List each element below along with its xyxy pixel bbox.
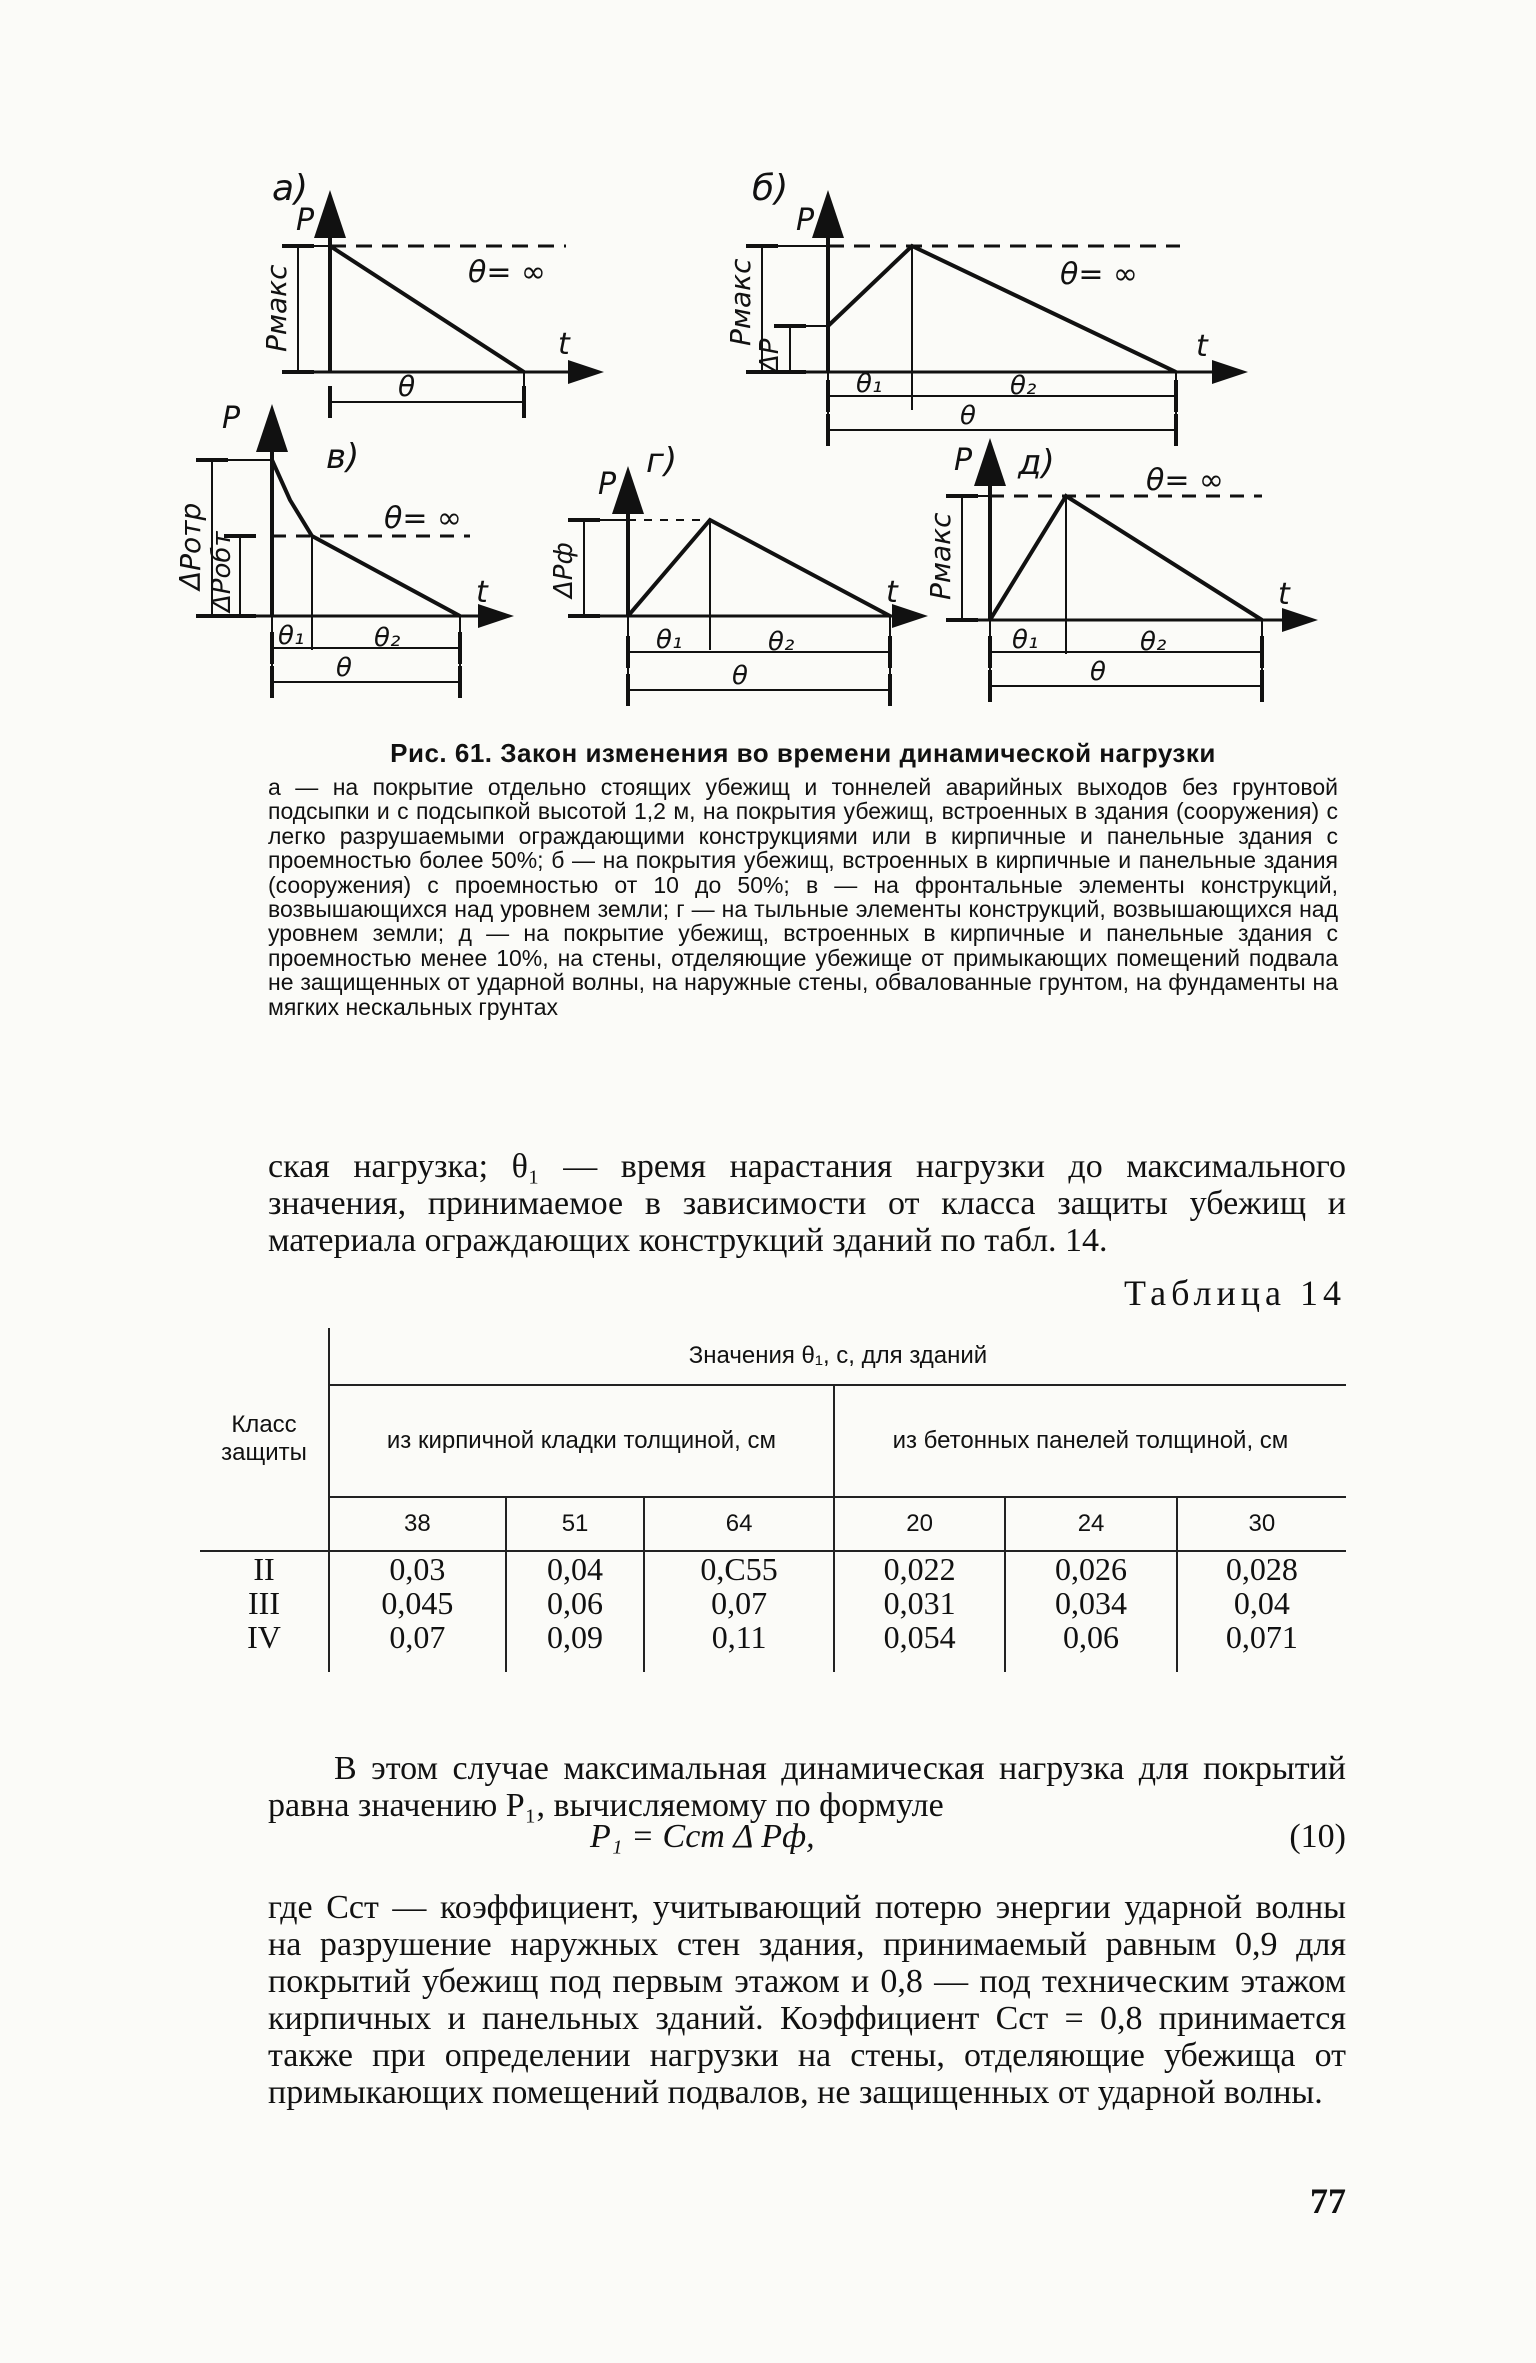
paragraph-3: где Cст — коэффициент, учитывающий потерю энергии ударной волны на разрушение наружных стен здания, принимаемый равным 0,9 для покрытий убежищ под первым этажом и 0,8 — под техническим этажом кирпичных и панельных зданий. Коэффициент Cст = 0,8 принимается также при определении нагрузки на стены, отделяющие убежища от примыкающих помещений подвалов, не защищенных от ударной волны. (268, 1889, 1346, 2111)
paragraph-1: ская нагрузка; θ₁ — время нарастания нагрузки до максимального значения, принимаемое в зависимости от класса защиты убежищ и материала ограждающих конструкций зданий по табл. 14. (268, 1148, 1346, 1259)
pmax-label: Pмакс (924, 512, 957, 600)
dp-label: ΔP (755, 338, 785, 372)
t-label: t (476, 575, 488, 610)
panel-d (924, 443, 1300, 696)
t-label: t (886, 575, 898, 610)
theta-label: θ (1090, 657, 1106, 687)
thickness-64: 64 (644, 1497, 834, 1551)
t-label: t (1196, 329, 1208, 364)
formula-10: P₁ = Cст Δ Pф, (590, 1818, 815, 1855)
figure-caption (268, 738, 1338, 1019)
table-top-header: Значения θ₁, с, для зданий (329, 1328, 1346, 1385)
p-axis-label: P (222, 401, 241, 436)
theta1-label: θ₁ (856, 369, 883, 399)
load-curve (990, 496, 1262, 620)
thickness-30: 30 (1177, 1497, 1346, 1551)
load-curve (628, 520, 890, 616)
theta-label: θ (732, 661, 748, 691)
table-col-64: 0,С55 0,07 0,11 (644, 1551, 834, 1672)
p-axis-label: P (296, 203, 315, 238)
p-axis-label: P (796, 203, 815, 238)
panel-b-label: б) (752, 168, 789, 209)
theta-label: θ (336, 653, 352, 683)
potr-label: ΔPотр (174, 502, 207, 590)
thickness-38: 38 (329, 1497, 506, 1551)
table-col-38: 0,03 0,045 0,07 (329, 1551, 506, 1672)
table-label: Таблица 14 (1124, 1273, 1346, 1313)
class-list: II III IV (200, 1551, 329, 1672)
p-axis-label: P (598, 467, 617, 502)
panel-g (549, 441, 910, 698)
t-label: t (558, 327, 570, 362)
table-14 (200, 1328, 1346, 1672)
p-axis-label: P (954, 443, 973, 478)
panel-g-label: г) (646, 441, 678, 481)
theta-inf-label: θ= ∞ (1060, 257, 1139, 292)
caption-body: а — на покрытие отдельно стоящих убежищ и тоннелей аварийных выходов без грунтовой подсыпки и с подсыпкой высотой 1,2 м, на покрытия убежищ, встроенных в здания (сооружения) с легко разрушаемыми ограждающими конструкциями или в кирпичные и панельные здания с проемностью более 50%; б — на покрытия убежищ, встроенных в кирпичные и панельные здания (сооружения) с проемностью от 10 до 50%; в — на фронтальные элементы конструкций, возвышающихся над уровнем земли; г — на тыльные элементы конструкций, возвышающихся над уровнем земли; д — на покрытие убежищ, встроенных в кирпичные и панельные здания с проемностью менее 10%, на стены, отделяющие убежище от примыкающих помещений подвала не защищенных от ударной волны, на наружные стены, обвалованные грунтом, на фундаменты на мягких нескальных грунтах (268, 774, 1338, 1020)
pf-label: ΔPф (549, 542, 579, 598)
thickness-51: 51 (506, 1497, 645, 1551)
table-col-24: 0,026 0,034 0,06 (1005, 1551, 1176, 1672)
theta-inf-label: θ= ∞ (384, 501, 463, 536)
page-number: 77 (1310, 2181, 1346, 2221)
figure-61 (0, 0, 1536, 720)
thickness-20: 20 (834, 1497, 1005, 1551)
theta1-label: θ₁ (278, 621, 305, 651)
panel-v-label: в) (326, 437, 360, 477)
theta-label: θ (398, 370, 416, 403)
pmax-label: Pмакс (260, 264, 293, 352)
theta-inf-label: θ= ∞ (1146, 463, 1225, 498)
theta2-label: θ₂ (1140, 627, 1167, 657)
group-header-concrete: из бетонных панелей толщиной, см (834, 1385, 1346, 1497)
pobt-label: ΔPобт (207, 531, 237, 612)
panel-d-label: д) (1018, 443, 1055, 483)
theta2-label: θ₂ (374, 623, 401, 653)
group-header-brick: из кирпичной кладки толщиной, см (329, 1385, 834, 1497)
theta2-label: θ₂ (1010, 371, 1037, 401)
theta2-label: θ₂ (768, 627, 795, 657)
theta1-label: θ₁ (656, 625, 683, 655)
pmax-label: Pмакс (724, 258, 757, 346)
panel-a-label: а) (272, 168, 309, 209)
table-col-20: 0,022 0,031 0,054 (834, 1551, 1005, 1672)
theta-inf-label: θ= ∞ (468, 255, 547, 290)
equation-number: (10) (1289, 1818, 1346, 1855)
panel-a (260, 168, 586, 410)
load-curve (272, 460, 463, 616)
panel-v (174, 401, 496, 690)
thickness-24: 24 (1005, 1497, 1176, 1551)
theta-label: θ (960, 401, 976, 431)
panel-b (724, 168, 1230, 440)
t-label: t (1278, 577, 1290, 612)
table-col-51: 0,04 0,06 0,09 (506, 1551, 645, 1672)
paragraph-2: В этом случае максимальная динамическая нагрузка для покрытий равна значению P₁, вычисляемому по формуле (268, 1750, 1346, 1824)
class-header: Класс защиты (200, 1328, 329, 1551)
theta1-label: θ₁ (1012, 625, 1039, 655)
caption-title: Рис. 61. Закон изменения во времени динамической нагрузки (390, 738, 1216, 768)
table-col-30: 0,028 0,04 0,071 (1225, 1551, 1298, 1655)
